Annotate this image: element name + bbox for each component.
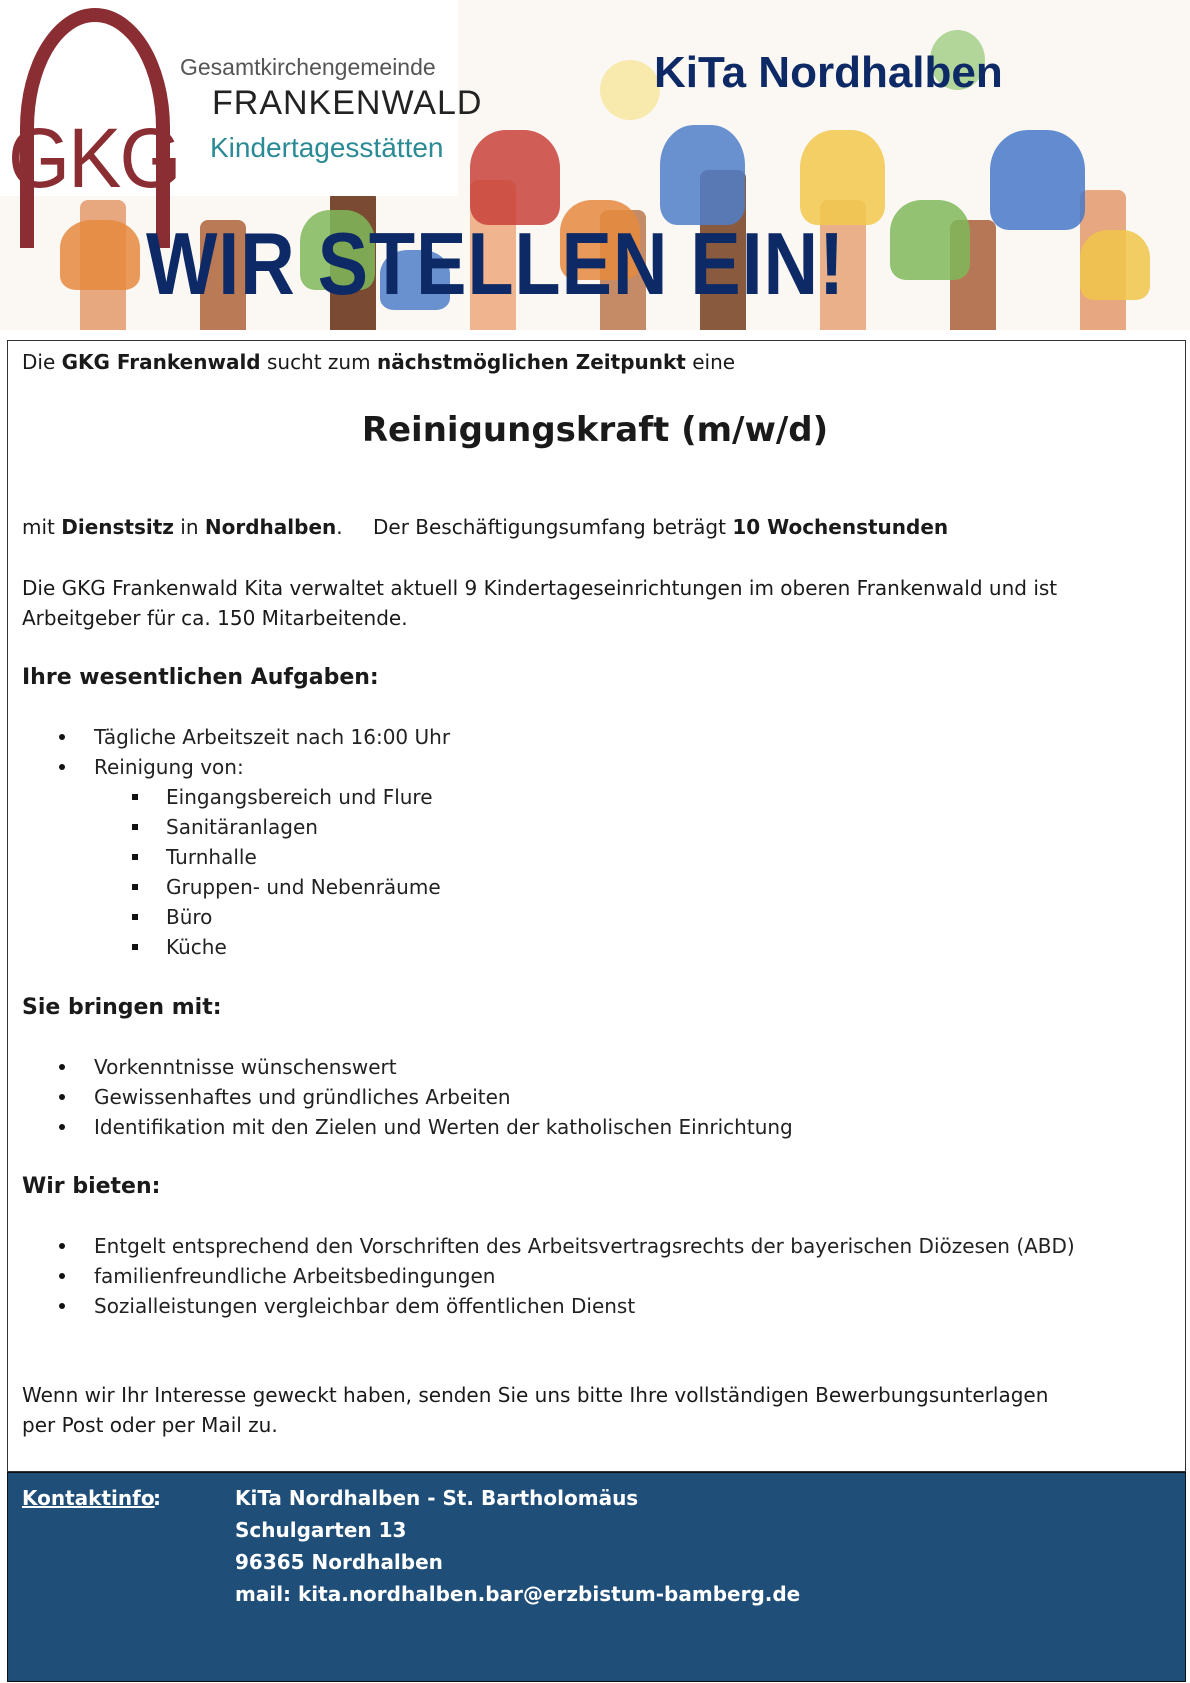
tasks-heading: Ihre wesentlichen Aufgaben: (22, 665, 379, 690)
requirements-heading: Sie bringen mit: (22, 995, 222, 1020)
square-bullet-icon (132, 884, 138, 890)
bullet-icon (59, 1243, 65, 1249)
bullet-icon (59, 1094, 65, 1100)
requirement-item: Vorkenntnisse wünschenswert (94, 1055, 397, 1079)
task-subitem: Turnhalle (166, 845, 257, 869)
contact-line: KiTa Nordhalben - St. Bartholomäus (235, 1486, 639, 1510)
bullet-icon (59, 1303, 65, 1309)
contact-label: Kontaktinfo (22, 1486, 155, 1510)
contact-colon: : (153, 1486, 161, 1510)
bullet-icon (59, 734, 65, 740)
bullet-icon (59, 1064, 65, 1070)
logo-line3: Kindertagesstätten (210, 132, 444, 163)
task-item: Reinigung von: (94, 755, 244, 779)
closing-line: Wenn wir Ihr Interesse geweckt haben, senden Sie uns bitte Ihre vollständigen Bewerbungsunterlagen (22, 1383, 1049, 1407)
task-subitem: Büro (166, 905, 213, 929)
square-bullet-icon (132, 854, 138, 860)
about-line: Arbeitgeber für ca. 150 Mitarbeitende. (22, 606, 408, 630)
contact-email[interactable]: mail: kita.nordhalben.bar@erzbistum-bamberg.de (235, 1582, 801, 1606)
offer-heading: Wir bieten: (22, 1174, 161, 1199)
square-bullet-icon (132, 824, 138, 830)
bullet-icon (59, 764, 65, 770)
contact-line: 96365 Nordhalben (235, 1550, 443, 1574)
bullet-icon (59, 1273, 65, 1279)
header-banner (0, 0, 1190, 330)
contact-line: Schulgarten 13 (235, 1518, 407, 1542)
job-title: Reinigungskraft (m/w/d) (361, 410, 829, 450)
offer-item: Entgelt entsprechend den Vorschriften des Arbeitsvertragsrechts der bayerischen Diözesen (ABD) (94, 1234, 1075, 1258)
square-bullet-icon (132, 794, 138, 800)
headline: WIR STELLEN EIN! (146, 214, 846, 313)
hours-line: Der Beschäftigungsumfang beträgt 10 Wochenstunden (373, 515, 949, 539)
logo-letters: GKG (8, 111, 180, 205)
logo-line1: Gesamtkirchengemeinde (180, 54, 436, 80)
offer-item: familienfreundliche Arbeitsbedingungen (94, 1264, 496, 1288)
intro-line: Die GKG Frankenwald sucht zum nächstmöglichen Zeitpunkt eine (22, 350, 736, 374)
logo-line2: FRANKENWALD (212, 84, 483, 122)
task-subitem: Eingangsbereich und Flure (166, 785, 433, 809)
location-line: mit Dienstsitz in Nordhalben. (22, 515, 343, 539)
bullet-icon (59, 1124, 65, 1130)
task-subitem: Gruppen- und Nebenräume (166, 875, 441, 899)
square-bullet-icon (132, 944, 138, 950)
kita-title: KiTa Nordhalben (654, 48, 1003, 97)
task-subitem: Sanitäranlagen (166, 815, 318, 839)
requirement-item: Identifikation mit den Zielen und Werten der katholischen Einrichtung (94, 1115, 793, 1139)
closing-line: per Post oder per Mail zu. (22, 1413, 278, 1437)
requirement-item: Gewissenhaftes und gründliches Arbeiten (94, 1085, 511, 1109)
task-subitem: Küche (166, 935, 227, 959)
offer-item: Sozialleistungen vergleichbar dem öffentlichen Dienst (94, 1294, 636, 1318)
gkg-logo (0, 0, 483, 205)
square-bullet-icon (132, 914, 138, 920)
about-line: Die GKG Frankenwald Kita verwaltet aktuell 9 Kindertageseinrichtungen im oberen Frankenwald und ist (22, 576, 1058, 600)
task-item: Tägliche Arbeitszeit nach 16:00 Uhr (94, 725, 451, 749)
